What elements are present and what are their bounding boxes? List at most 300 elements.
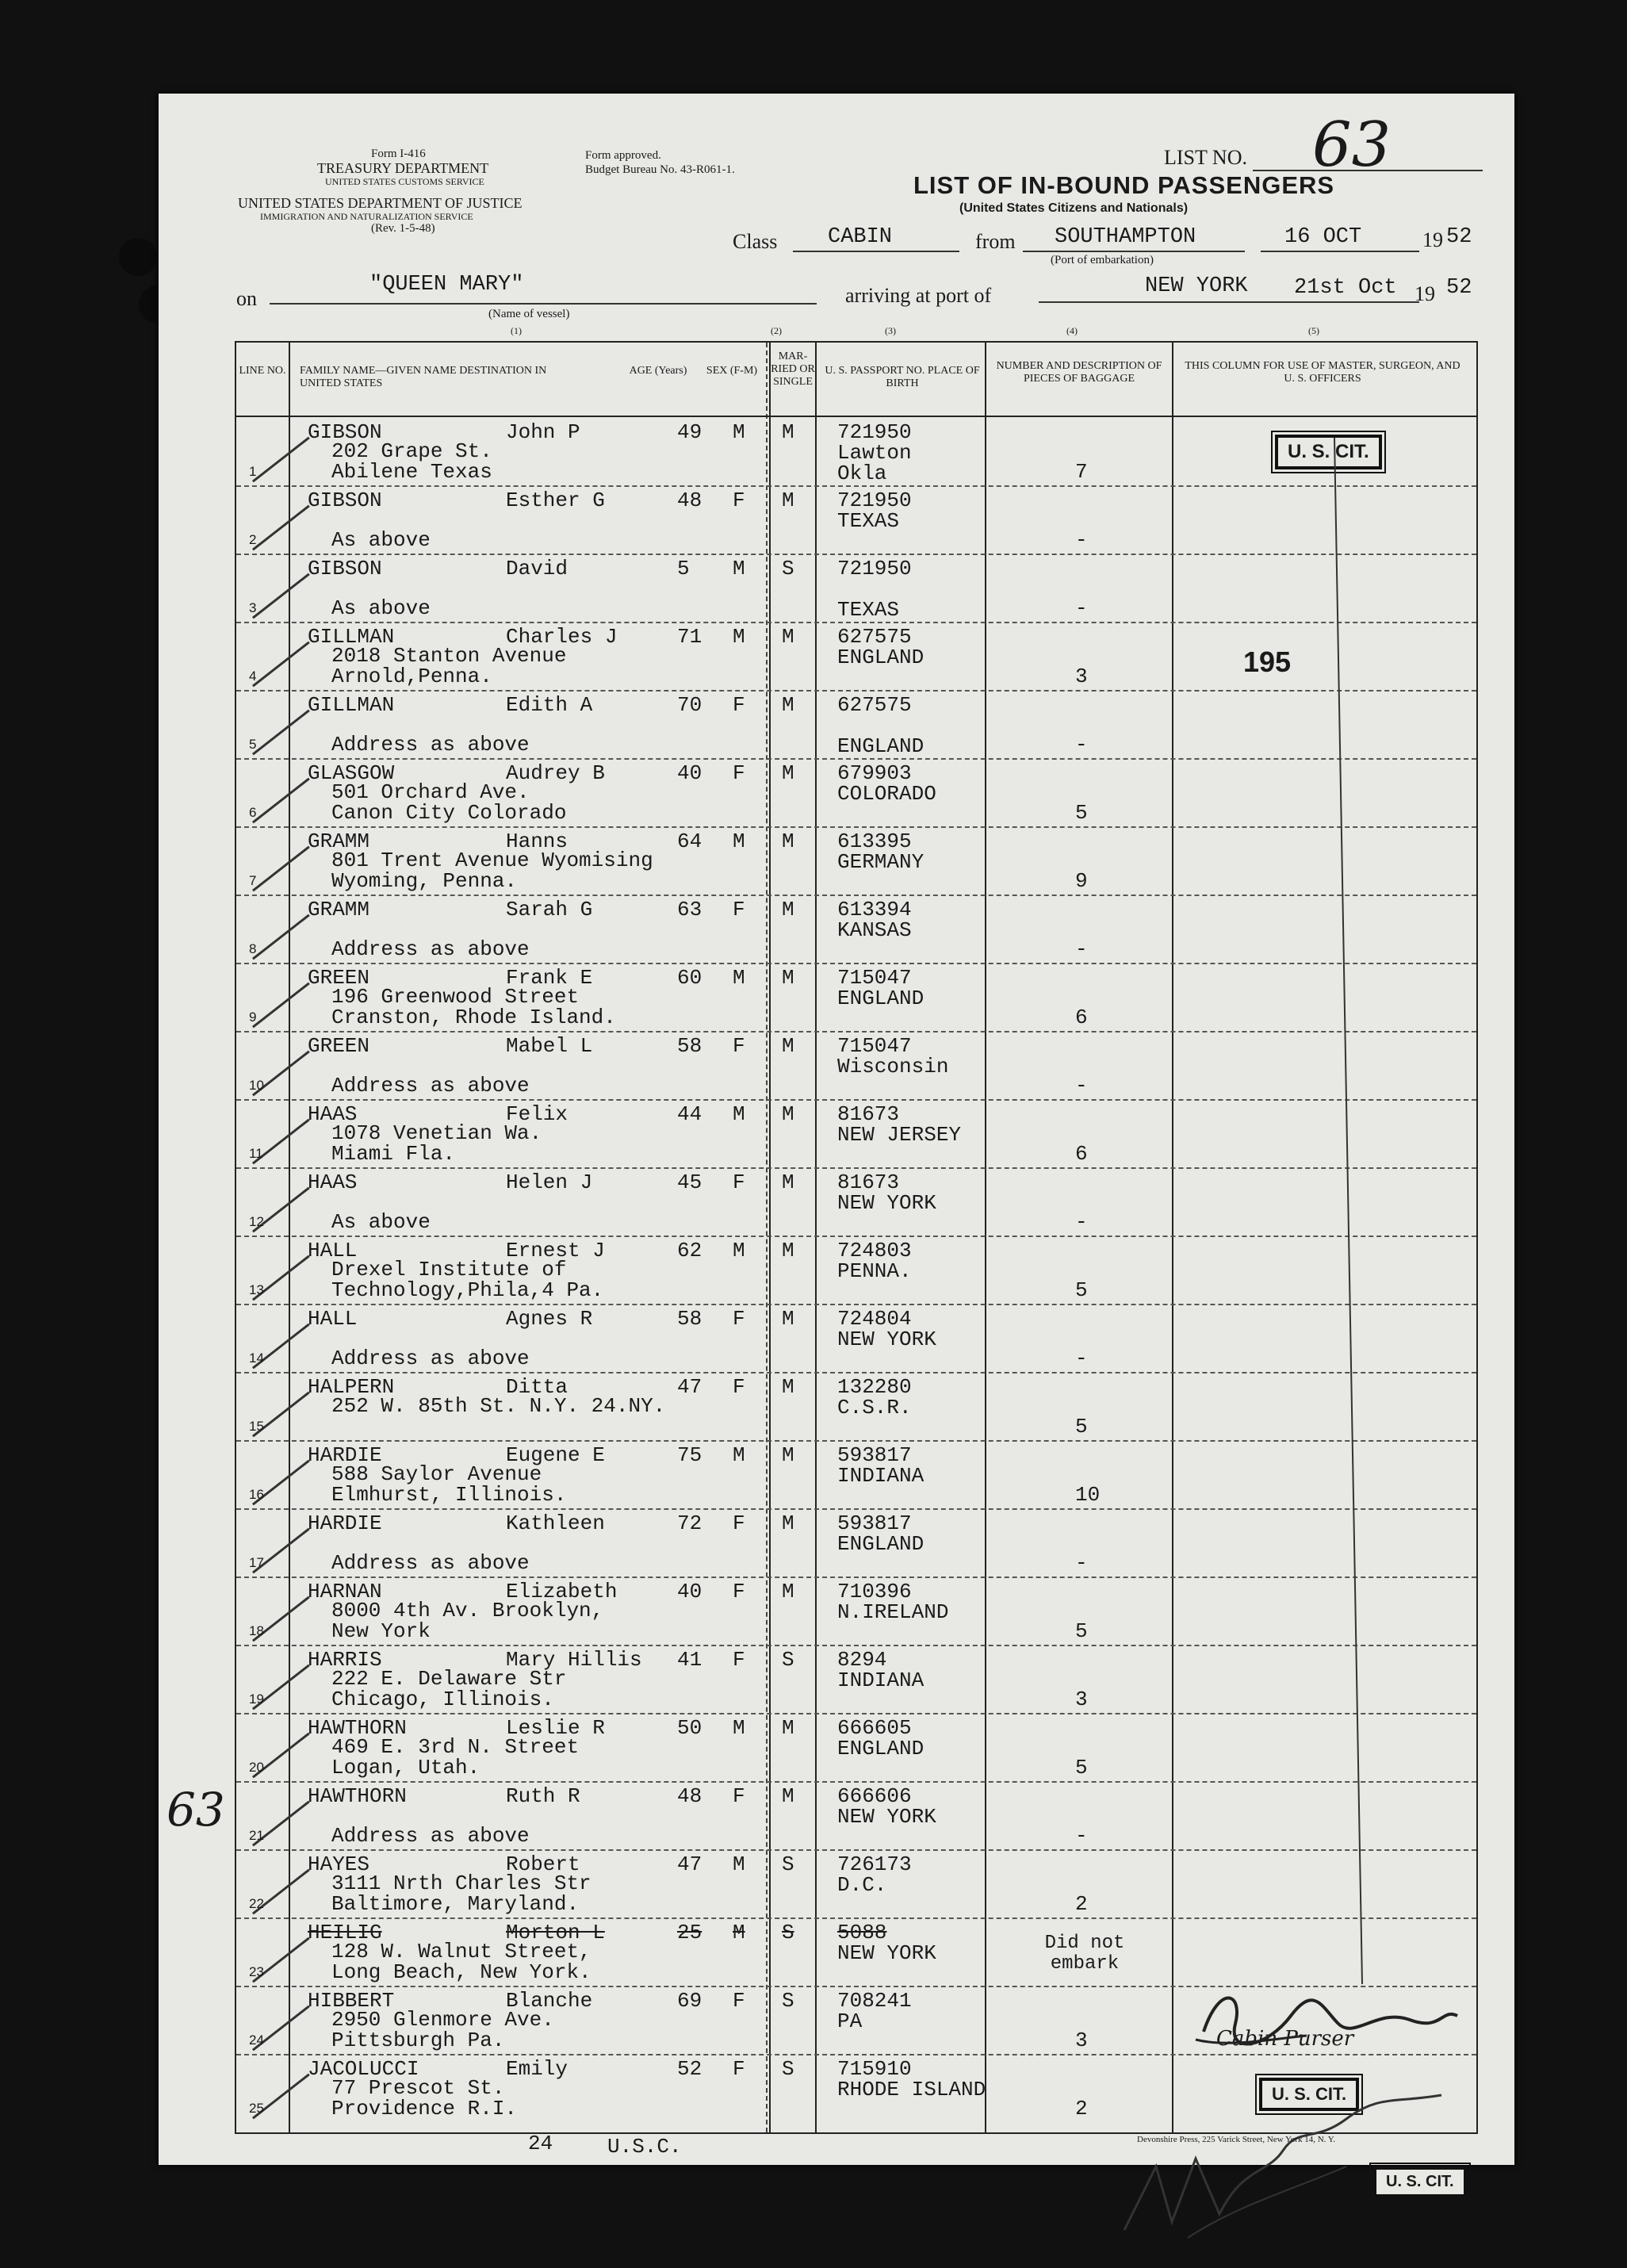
address-line-2: Address as above bbox=[331, 1824, 530, 1848]
birth-place: INDIANA bbox=[837, 1464, 925, 1488]
dept-customs: UNITED STATES CUSTOMS SERVICE bbox=[325, 176, 484, 187]
date-underline bbox=[1261, 251, 1419, 252]
baggage-count: Did not embark bbox=[1044, 1933, 1125, 1975]
header-officers: THIS COLUMN FOR USE OF MASTER, SURGEON, AND U. S. OFFICERS bbox=[1185, 360, 1460, 385]
port-embarkation-note: (Port of embarkation) bbox=[1051, 254, 1154, 266]
birth-place: ENGLAND bbox=[837, 1737, 925, 1760]
family-name: GLASGOW bbox=[308, 761, 395, 785]
line-number: 16 bbox=[249, 1487, 264, 1502]
table-row bbox=[236, 1236, 1476, 1304]
marital-status: M bbox=[782, 1034, 794, 1058]
col-number-2: (2) bbox=[771, 325, 782, 336]
baggage-count: - bbox=[1075, 1210, 1088, 1234]
baggage-count: 5 bbox=[1075, 1756, 1088, 1780]
row-divider bbox=[236, 690, 1476, 692]
marital-status: M bbox=[782, 420, 794, 444]
family-name: HALPERN bbox=[308, 1375, 395, 1399]
birth-place-2: ENGLAND bbox=[837, 734, 925, 758]
birth-place: C.S.R. bbox=[837, 1396, 912, 1419]
given-name: Felix bbox=[506, 1102, 568, 1126]
age: 50 bbox=[677, 1716, 702, 1740]
punch-hole bbox=[119, 238, 157, 276]
age: 48 bbox=[677, 1784, 702, 1808]
sex: F bbox=[733, 1170, 745, 1194]
row-divider bbox=[236, 1099, 1476, 1101]
table-row bbox=[236, 1508, 1476, 1576]
table-row bbox=[236, 963, 1476, 1031]
given-name: Leslie R bbox=[506, 1716, 605, 1740]
baggage-count: - bbox=[1075, 1347, 1088, 1370]
given-name: Morton L bbox=[506, 1921, 605, 1944]
line-number: 18 bbox=[249, 1623, 264, 1638]
on-label: on bbox=[236, 287, 257, 310]
birth-place: ENGLAND bbox=[837, 646, 925, 669]
birth-place: COLORADO bbox=[837, 782, 936, 806]
birth-place: ENGLAND bbox=[837, 1532, 925, 1556]
col-number-5: (5) bbox=[1308, 325, 1319, 336]
age: 69 bbox=[677, 1989, 702, 2013]
marital-status: M bbox=[782, 625, 794, 649]
address-line-2: Long Beach, New York. bbox=[331, 1960, 591, 1984]
form-approved: Form approved. bbox=[585, 149, 661, 162]
family-name: HAWTHORN bbox=[308, 1784, 407, 1808]
marital-status: M bbox=[782, 761, 794, 785]
sex: M bbox=[733, 1921, 745, 1944]
header-age: AGE (Years) bbox=[629, 365, 687, 377]
baggage-count: 5 bbox=[1075, 1278, 1088, 1302]
baggage-count: - bbox=[1075, 1551, 1088, 1575]
family-name: HALL bbox=[308, 1239, 358, 1262]
birth-place: Wisconsin bbox=[837, 1055, 949, 1078]
address-line-1: 8000 4th Av. Brooklyn, bbox=[331, 1599, 604, 1622]
header-married: MAR-RIED OR SINGLE bbox=[771, 351, 815, 388]
sex: F bbox=[733, 761, 745, 785]
line-number: 2 bbox=[249, 532, 257, 547]
row-divider bbox=[236, 1645, 1476, 1646]
age: 40 bbox=[677, 1580, 702, 1603]
footer-count: 24 bbox=[528, 2132, 553, 2155]
age: 44 bbox=[677, 1102, 702, 1126]
line-number: 11 bbox=[249, 1146, 263, 1161]
sex: M bbox=[733, 1852, 745, 1876]
col-number-4: (4) bbox=[1066, 325, 1078, 336]
line-number: 6 bbox=[249, 805, 257, 820]
line-number: 5 bbox=[249, 737, 257, 752]
given-name: Blanche bbox=[506, 1989, 593, 2013]
class-underline bbox=[793, 251, 959, 252]
given-name: Emily bbox=[506, 2057, 568, 2081]
marital-status: M bbox=[782, 1580, 794, 1603]
given-name: Hanns bbox=[506, 829, 568, 853]
family-name: HARNAN bbox=[308, 1580, 382, 1603]
count-195: 195 bbox=[1243, 646, 1292, 678]
birth-place: KANSAS bbox=[837, 918, 912, 942]
birth-place-2: TEXAS bbox=[837, 598, 900, 622]
row-divider bbox=[236, 1849, 1476, 1851]
baggage-count: 7 bbox=[1075, 460, 1088, 484]
baggage-count: 6 bbox=[1075, 1142, 1088, 1166]
class-value: CABIN bbox=[828, 225, 893, 249]
passport-number: 715910 bbox=[837, 2057, 912, 2081]
birth-place: INDIANA bbox=[837, 1668, 925, 1692]
address-line-2: Elmhurst, Illinois. bbox=[331, 1483, 567, 1507]
passport-number: 724804 bbox=[837, 1307, 912, 1331]
sex: F bbox=[733, 488, 745, 512]
passport-number: 726173 bbox=[837, 1852, 912, 1876]
baggage-count: 5 bbox=[1075, 1619, 1088, 1643]
passport-number: 715047 bbox=[837, 1034, 912, 1058]
table-row bbox=[236, 690, 1476, 758]
row-divider bbox=[236, 1236, 1476, 1237]
sex: M bbox=[733, 420, 745, 444]
passport-number: 81673 bbox=[837, 1170, 900, 1194]
list-number-handwritten: 63 bbox=[1312, 109, 1392, 181]
given-name: Ernest J bbox=[506, 1239, 605, 1262]
marital-status: S bbox=[782, 1852, 794, 1876]
address-line-2: Wyoming, Penna. bbox=[331, 869, 518, 893]
from-underline bbox=[1023, 251, 1245, 252]
line-number: 23 bbox=[249, 1964, 264, 1979]
row-divider bbox=[236, 1440, 1476, 1442]
header-passport: U. S. PASSPORT NO. PLACE OF BIRTH bbox=[825, 365, 980, 389]
age: 52 bbox=[677, 2057, 702, 2081]
from-label: from bbox=[975, 230, 1016, 253]
birth-place: NEW JERSEY bbox=[837, 1123, 962, 1147]
family-name: GREEN bbox=[308, 966, 370, 990]
given-name: Mary Hillis bbox=[506, 1648, 642, 1672]
arrival-year-prefix: 19 bbox=[1415, 282, 1435, 305]
table-row bbox=[236, 554, 1476, 622]
table-row bbox=[236, 1713, 1476, 1781]
address-line-2: Cranston, Rhode Island. bbox=[331, 1006, 616, 1029]
dept-treasury: TREASURY DEPARTMENT bbox=[317, 160, 489, 176]
address-line-2: As above bbox=[331, 596, 431, 620]
family-name: GILLMAN bbox=[308, 625, 395, 649]
family-name: GREEN bbox=[308, 1034, 370, 1058]
family-name: HEILIG bbox=[308, 1921, 382, 1944]
row-divider bbox=[236, 895, 1476, 896]
baggage-count: 2 bbox=[1075, 1892, 1088, 1916]
vessel-underline bbox=[270, 303, 817, 305]
family-name: HAAS bbox=[308, 1170, 358, 1194]
age: 48 bbox=[677, 488, 702, 512]
marital-status: M bbox=[782, 1443, 794, 1467]
baggage-count: - bbox=[1075, 937, 1088, 961]
given-name: Audrey B bbox=[506, 761, 605, 785]
footer-usc: U.S.C. bbox=[607, 2135, 682, 2159]
given-name: Eugene E bbox=[506, 1443, 605, 1467]
from-value: SOUTHAMPTON bbox=[1055, 225, 1196, 249]
family-name: GRAMM bbox=[308, 898, 370, 921]
table-row bbox=[236, 1440, 1476, 1508]
passport-number: 721950 bbox=[837, 420, 912, 444]
arriving-label: arriving at port of bbox=[845, 284, 992, 307]
address-line-2: New York bbox=[331, 1619, 431, 1643]
address-line-2: Address as above bbox=[331, 1551, 530, 1575]
passport-number: 5088 bbox=[837, 1921, 887, 1944]
age: 72 bbox=[677, 1511, 702, 1535]
baggage-count: 5 bbox=[1075, 801, 1088, 825]
us-citizen-stamp-bottom: U. S. CIT. bbox=[1373, 2166, 1467, 2197]
address-line-1: 77 Prescot St. bbox=[331, 2076, 505, 2100]
birth-place: D.C. bbox=[837, 1873, 887, 1897]
age: 5 bbox=[677, 557, 690, 580]
given-name: Agnes R bbox=[506, 1307, 593, 1331]
given-name: Edith A bbox=[506, 693, 593, 717]
table-row bbox=[236, 1031, 1476, 1099]
row-divider bbox=[236, 1508, 1476, 1510]
line-number: 21 bbox=[249, 1828, 264, 1843]
birth-place: NEW YORK bbox=[837, 1191, 936, 1215]
marital-status: S bbox=[782, 557, 794, 580]
given-name: Frank E bbox=[506, 966, 593, 990]
family-name: HAAS bbox=[308, 1102, 358, 1126]
address-line-1: 501 Orchard Ave. bbox=[331, 780, 530, 804]
baggage-count: - bbox=[1075, 596, 1088, 620]
age: 62 bbox=[677, 1239, 702, 1262]
row-divider bbox=[236, 758, 1476, 760]
line-number: 7 bbox=[249, 873, 257, 888]
marital-status: M bbox=[782, 1375, 794, 1399]
address-line-1: 222 E. Delaware Str bbox=[331, 1667, 567, 1691]
dept-justice: UNITED STATES DEPARTMENT OF JUSTICE bbox=[238, 195, 523, 211]
line-number: 15 bbox=[249, 1419, 264, 1434]
line-number: 19 bbox=[249, 1691, 264, 1707]
address-line-1: 2018 Stanton Avenue bbox=[331, 644, 567, 668]
passport-number: 721950 bbox=[837, 488, 912, 512]
birth-place: N.IRELAND bbox=[837, 1600, 949, 1624]
age: 60 bbox=[677, 966, 702, 990]
family-name: GIBSON bbox=[308, 557, 382, 580]
age: 45 bbox=[677, 1170, 702, 1194]
birth-place: NEW YORK bbox=[837, 1941, 936, 1965]
address-line-2: Chicago, Illinois. bbox=[331, 1688, 554, 1711]
address-line-1: 801 Trent Avenue Wyomising bbox=[331, 849, 653, 872]
family-name: HIBBERT bbox=[308, 1989, 395, 2013]
row-divider bbox=[236, 1167, 1476, 1169]
address-line-1: 1078 Venetian Wa. bbox=[331, 1121, 542, 1145]
birth-place: ENGLAND bbox=[837, 987, 925, 1010]
signature-officer bbox=[1108, 2071, 1457, 2254]
baggage-count: - bbox=[1075, 1074, 1088, 1098]
baggage-count: 6 bbox=[1075, 1006, 1088, 1029]
family-name: HARDIE bbox=[308, 1511, 382, 1535]
table-row bbox=[236, 895, 1476, 963]
family-name: HARDIE bbox=[308, 1443, 382, 1467]
address-line-2: Abilene Texas bbox=[331, 460, 492, 484]
marital-status: M bbox=[782, 1511, 794, 1535]
line-number: 9 bbox=[249, 1009, 257, 1025]
birth-place: NEW YORK bbox=[837, 1805, 936, 1829]
baggage-count: - bbox=[1075, 1824, 1088, 1848]
family-name: GILLMAN bbox=[308, 693, 395, 717]
line-number: 22 bbox=[249, 1896, 264, 1911]
baggage-count: - bbox=[1075, 733, 1088, 757]
form-subtitle: (United States Citizens and Nationals) bbox=[959, 201, 1189, 215]
sex: F bbox=[733, 898, 745, 921]
line-number: 13 bbox=[249, 1282, 264, 1297]
sex: M bbox=[733, 1239, 745, 1262]
row-divider bbox=[236, 1713, 1476, 1714]
line-number: 10 bbox=[249, 1078, 264, 1093]
manifest-sheet bbox=[159, 94, 1514, 2190]
marital-status: S bbox=[782, 2057, 794, 2081]
address-line-2: Address as above bbox=[331, 1074, 530, 1098]
family-name: GIBSON bbox=[308, 420, 382, 444]
sex: M bbox=[733, 625, 745, 649]
birth-place: RHODE ISLAND bbox=[837, 2078, 986, 2101]
baggage-count: 10 bbox=[1075, 1483, 1101, 1507]
printer-imprint: Devonshire Press, 225 Varick Street, New York 14, N. Y. bbox=[1137, 2135, 1336, 2144]
sex: M bbox=[733, 1102, 745, 1126]
depart-year-prefix: 19 bbox=[1422, 228, 1443, 251]
table-row bbox=[236, 826, 1476, 895]
sex: M bbox=[733, 966, 745, 990]
sex: F bbox=[733, 1034, 745, 1058]
given-name: Charles J bbox=[506, 625, 618, 649]
birth-place: Lawton bbox=[837, 441, 912, 465]
address-line-2: Arnold,Penna. bbox=[331, 665, 492, 688]
passport-number: 81673 bbox=[837, 1102, 900, 1126]
row-divider bbox=[236, 826, 1476, 828]
line-number: 1 bbox=[249, 464, 257, 479]
line-number: 4 bbox=[249, 669, 257, 684]
given-name: Sarah G bbox=[506, 898, 593, 921]
age: 58 bbox=[677, 1034, 702, 1058]
address-line-2: Providence R.I. bbox=[331, 2097, 518, 2121]
age: 49 bbox=[677, 420, 702, 444]
sex: F bbox=[733, 1511, 745, 1535]
table-row bbox=[236, 485, 1476, 554]
arrival-port: NEW YORK bbox=[1145, 274, 1248, 298]
col-number-3: (3) bbox=[885, 325, 896, 336]
age: 71 bbox=[677, 625, 702, 649]
form-number: Form I-416 bbox=[371, 147, 426, 160]
given-name: Ruth R bbox=[506, 1784, 580, 1808]
row-divider bbox=[236, 485, 1476, 487]
row-divider bbox=[236, 1576, 1476, 1578]
arrival-year: 52 bbox=[1446, 276, 1472, 300]
family-name: GRAMM bbox=[308, 829, 370, 853]
line-number: 25 bbox=[249, 2101, 264, 2116]
class-label: Class bbox=[733, 230, 778, 253]
given-name: Robert bbox=[506, 1852, 580, 1876]
address-line-2: Address as above bbox=[331, 733, 530, 757]
depart-year: 52 bbox=[1446, 225, 1472, 249]
baggage-count: 9 bbox=[1075, 869, 1088, 893]
address-line-1: 196 Greenwood Street bbox=[331, 985, 580, 1009]
row-divider bbox=[236, 1372, 1476, 1373]
family-name: HAWTHORN bbox=[308, 1716, 407, 1740]
age: 63 bbox=[677, 898, 702, 921]
sex: F bbox=[733, 1580, 745, 1603]
line-number: 8 bbox=[249, 941, 257, 956]
row-divider bbox=[236, 1781, 1476, 1783]
passport-number: 710396 bbox=[837, 1580, 912, 1603]
passport-number: 627575 bbox=[837, 693, 912, 717]
address-line-1: 202 Grape St. bbox=[331, 439, 492, 463]
address-line-2: Address as above bbox=[331, 937, 530, 961]
line-number: 17 bbox=[249, 1555, 264, 1570]
passport-number: 715047 bbox=[837, 966, 912, 990]
age: 70 bbox=[677, 693, 702, 717]
us-citizen-stamp-purser: U. S. CIT. bbox=[1259, 2078, 1359, 2111]
sex: F bbox=[733, 1648, 745, 1672]
marital-status: M bbox=[782, 1239, 794, 1262]
sex: M bbox=[733, 557, 745, 580]
given-name: David bbox=[506, 557, 568, 580]
marital-status: M bbox=[782, 829, 794, 853]
baggage-count: 5 bbox=[1075, 1415, 1088, 1439]
family-name: HARRIS bbox=[308, 1648, 382, 1672]
given-name: Elizabeth bbox=[506, 1580, 618, 1603]
passport-number: 132280 bbox=[837, 1375, 912, 1399]
departure-date: 16 OCT bbox=[1284, 225, 1362, 249]
row-divider bbox=[236, 1917, 1476, 1919]
sex: F bbox=[733, 1307, 745, 1331]
table-row bbox=[236, 1849, 1476, 1917]
sex: F bbox=[733, 693, 745, 717]
marital-status: S bbox=[782, 1989, 794, 2013]
address-line-2: As above bbox=[331, 1210, 431, 1234]
marital-status: M bbox=[782, 488, 794, 512]
marital-status: S bbox=[782, 1648, 794, 1672]
address-line-2: Pittsburgh Pa. bbox=[331, 2029, 505, 2052]
dept-ins: IMMIGRATION AND NATURALIZATION SERVICE bbox=[260, 211, 473, 222]
marital-status: M bbox=[782, 1784, 794, 1808]
given-name: Kathleen bbox=[506, 1511, 605, 1535]
passport-number: 708241 bbox=[837, 1989, 912, 2013]
table-row bbox=[236, 1372, 1476, 1440]
family-name: HALL bbox=[308, 1307, 358, 1331]
table-row bbox=[236, 1167, 1476, 1236]
passport-number: 721950 bbox=[837, 557, 912, 580]
passport-number: 666605 bbox=[837, 1716, 912, 1740]
officer-check-line bbox=[1330, 438, 1378, 1984]
address-line-1: 469 E. 3rd N. Street bbox=[331, 1735, 580, 1759]
given-name: Helen J bbox=[506, 1170, 593, 1194]
birth-place: PA bbox=[837, 2009, 863, 2033]
sex: F bbox=[733, 1989, 745, 2013]
list-no-label: LIST NO. bbox=[1164, 146, 1247, 169]
marital-status: M bbox=[782, 693, 794, 717]
header-line-no: LINE NO. bbox=[239, 365, 286, 377]
address-line-2: Technology,Phila,4 Pa. bbox=[331, 1278, 604, 1302]
passport-number: 593817 bbox=[837, 1511, 912, 1535]
line-number: 24 bbox=[249, 2032, 264, 2048]
baggage-count: 3 bbox=[1075, 2029, 1088, 2052]
marital-status: M bbox=[782, 1170, 794, 1194]
passport-number: 627575 bbox=[837, 625, 912, 649]
table-row bbox=[236, 1099, 1476, 1167]
marital-status: M bbox=[782, 1102, 794, 1126]
margin-note-63: 63 bbox=[167, 1783, 225, 1837]
given-name: Esther G bbox=[506, 488, 605, 512]
sex: M bbox=[733, 1716, 745, 1740]
address-line-2: Logan, Utah. bbox=[331, 1756, 480, 1780]
passport-number: 666606 bbox=[837, 1784, 912, 1808]
age: 75 bbox=[677, 1443, 702, 1467]
age: 47 bbox=[677, 1375, 702, 1399]
address-line-2: As above bbox=[331, 528, 431, 552]
sex: F bbox=[733, 1784, 745, 1808]
vessel-name: "QUEEN MARY" bbox=[369, 273, 524, 297]
form-title: LIST OF IN-BOUND PASSENGERS bbox=[913, 171, 1335, 199]
row-divider bbox=[236, 1031, 1476, 1032]
address-line-1: 3111 Nrth Charles Str bbox=[331, 1871, 591, 1895]
passport-number: 8294 bbox=[837, 1648, 887, 1672]
table-row bbox=[236, 1576, 1476, 1645]
